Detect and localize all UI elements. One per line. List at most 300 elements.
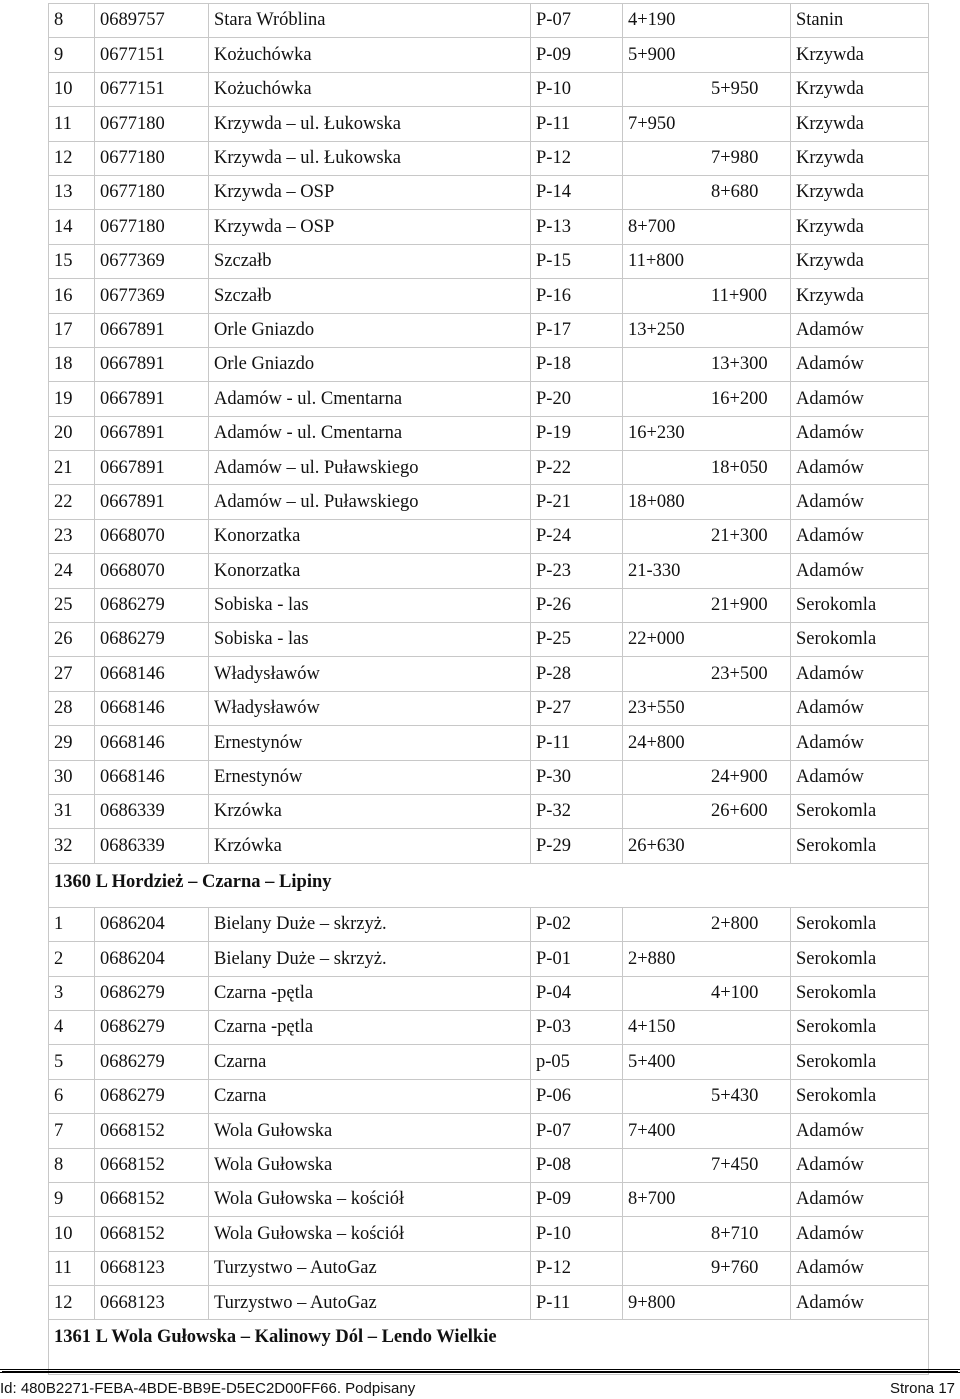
stop-id-cell: P-27 (531, 691, 623, 725)
kilometer-cell (623, 141, 791, 175)
kilometer-value: 11+800 (628, 251, 684, 272)
municipality-cell: Krzywda (791, 72, 929, 106)
locality-code-cell: 0686339 (95, 794, 209, 828)
stop-id-cell: P-25 (531, 623, 623, 657)
kilometer-cell (623, 451, 791, 485)
table-row (49, 1010, 929, 1044)
row-number-cell: 8 (49, 4, 95, 38)
kilometer-value: 2+800 (711, 914, 759, 935)
locality-code-cell: 0667891 (95, 347, 209, 381)
table-row (49, 4, 929, 38)
locality-code-cell: 0686204 (95, 942, 209, 976)
municipality-cell: Adamów (791, 382, 929, 416)
kilometer-cell (623, 907, 791, 941)
municipality-cell: Adamów (791, 657, 929, 691)
table-row (49, 279, 929, 313)
municipality-cell: Adamów (791, 1182, 929, 1216)
table-row (49, 1114, 929, 1148)
kilometer-value: 5+430 (711, 1086, 759, 1107)
kilometer-value: 26+600 (711, 801, 768, 822)
kilometer-value: 9+760 (711, 1258, 759, 1279)
row-number-cell: 12 (49, 1286, 95, 1320)
municipality-cell: Krzywda (791, 244, 929, 278)
municipality-cell: Krzywda (791, 107, 929, 141)
stop-id-cell: p-05 (531, 1045, 623, 1079)
kilometer-value: 16+230 (628, 423, 685, 444)
row-number-cell: 29 (49, 726, 95, 760)
municipality-cell: Krzywda (791, 141, 929, 175)
row-number-cell: 13 (49, 175, 95, 209)
stops-table (48, 3, 929, 1375)
kilometer-value: 26+630 (628, 835, 685, 856)
kilometer-value: 4+100 (711, 982, 759, 1003)
kilometer-value: 22+000 (628, 629, 685, 650)
stop-name-cell: Orle Gniazdo (209, 347, 531, 381)
stop-name-cell: Adamów – ul. Puławskiego (209, 451, 531, 485)
kilometer-value: 13+300 (711, 354, 768, 375)
stop-name-cell: Kożuchówka (209, 72, 531, 106)
kilometer-cell (623, 347, 791, 381)
locality-code-cell: 0677180 (95, 210, 209, 244)
row-number-cell: 4 (49, 1010, 95, 1044)
table-row (49, 1182, 929, 1216)
kilometer-cell (623, 588, 791, 622)
stop-name-cell: Kożuchówka (209, 38, 531, 72)
row-number-cell: 31 (49, 794, 95, 828)
locality-code-cell: 0686279 (95, 1045, 209, 1079)
kilometer-cell (623, 382, 791, 416)
kilometer-value: 13+250 (628, 319, 685, 340)
kilometer-cell (623, 976, 791, 1010)
stop-name-cell: Czarna (209, 1045, 531, 1079)
municipality-cell: Adamów (791, 1286, 929, 1320)
stop-id-cell: P-16 (531, 279, 623, 313)
locality-code-cell: 0677180 (95, 107, 209, 141)
municipality-cell: Adamów (791, 1251, 929, 1285)
kilometer-value: 21+900 (711, 595, 768, 616)
row-number-cell: 16 (49, 279, 95, 313)
municipality-cell: Krzywda (791, 38, 929, 72)
kilometer-value: 21-330 (628, 560, 681, 581)
stop-id-cell: P-26 (531, 588, 623, 622)
table-row (49, 1079, 929, 1113)
stop-id-cell: P-17 (531, 313, 623, 347)
municipality-cell: Adamów (791, 554, 929, 588)
table-row (49, 554, 929, 588)
locality-code-cell: 0689757 (95, 4, 209, 38)
row-number-cell: 5 (49, 1045, 95, 1079)
kilometer-cell (623, 1079, 791, 1113)
stop-id-cell: P-10 (531, 1217, 623, 1251)
row-number-cell: 15 (49, 244, 95, 278)
municipality-cell: Serokomla (791, 829, 929, 863)
table-row (49, 485, 929, 519)
stop-name-cell: Stara Wróblina (209, 4, 531, 38)
table-body-section-b (49, 907, 929, 1320)
row-number-cell: 19 (49, 382, 95, 416)
kilometer-cell (623, 1286, 791, 1320)
row-number-cell: 8 (49, 1148, 95, 1182)
municipality-cell: Serokomla (791, 942, 929, 976)
stop-name-cell: Turzystwo – AutoGaz (209, 1251, 531, 1285)
stop-id-cell: P-08 (531, 1148, 623, 1182)
locality-code-cell: 0686279 (95, 623, 209, 657)
municipality-cell: Adamów (791, 1217, 929, 1251)
stop-id-cell: P-21 (531, 485, 623, 519)
stop-id-cell: P-18 (531, 347, 623, 381)
stop-name-cell: Orle Gniazdo (209, 313, 531, 347)
footer-rule (0, 1369, 960, 1370)
document-id: Id: 480B2271-FEBA-4BDE-BB9E-D5EC2D00FF66. Podpisany (0, 1380, 416, 1397)
kilometer-value: 23+550 (628, 698, 685, 719)
row-number-cell: 17 (49, 313, 95, 347)
table-row (49, 1251, 929, 1285)
kilometer-cell (623, 519, 791, 553)
stop-name-cell: Sobiska - las (209, 588, 531, 622)
stop-id-cell: P-15 (531, 244, 623, 278)
municipality-cell: Adamów (791, 485, 929, 519)
kilometer-cell (623, 1217, 791, 1251)
kilometer-cell (623, 1182, 791, 1216)
row-number-cell: 12 (49, 141, 95, 175)
row-number-cell: 6 (49, 1079, 95, 1113)
kilometer-cell (623, 72, 791, 106)
stop-id-cell: P-23 (531, 554, 623, 588)
municipality-cell: Krzywda (791, 210, 929, 244)
stop-id-cell: P-30 (531, 760, 623, 794)
stop-id-cell: P-04 (531, 976, 623, 1010)
kilometer-value: 21+300 (711, 526, 768, 547)
kilometer-cell (623, 279, 791, 313)
stop-name-cell: Turzystwo – AutoGaz (209, 1286, 531, 1320)
row-number-cell: 1 (49, 907, 95, 941)
row-number-cell: 21 (49, 451, 95, 485)
table-row (49, 1148, 929, 1182)
row-number-cell: 28 (49, 691, 95, 725)
municipality-cell: Adamów (791, 416, 929, 450)
locality-code-cell: 0668070 (95, 554, 209, 588)
kilometer-value: 2+880 (628, 948, 676, 969)
municipality-cell: Adamów (791, 451, 929, 485)
stop-id-cell: P-12 (531, 1251, 623, 1285)
municipality-cell: Serokomla (791, 1045, 929, 1079)
municipality-cell: Adamów (791, 519, 929, 553)
stop-name-cell: Krzówka (209, 829, 531, 863)
locality-code-cell: 0668070 (95, 519, 209, 553)
municipality-cell: Serokomla (791, 794, 929, 828)
table-row (49, 829, 929, 863)
kilometer-value: 4+150 (628, 1017, 676, 1038)
kilometer-cell (623, 1010, 791, 1044)
municipality-cell: Serokomla (791, 623, 929, 657)
stop-name-cell: Adamów - ul. Cmentarna (209, 416, 531, 450)
table-row (49, 623, 929, 657)
table-row (49, 382, 929, 416)
row-number-cell: 30 (49, 760, 95, 794)
table-row (49, 244, 929, 278)
stop-name-cell: Wola Gułowska (209, 1148, 531, 1182)
row-number-cell: 22 (49, 485, 95, 519)
stop-name-cell: Konorzatka (209, 554, 531, 588)
table-section-header (49, 1320, 929, 1375)
table-row (49, 794, 929, 828)
locality-code-cell: 0668146 (95, 691, 209, 725)
municipality-cell: Krzywda (791, 175, 929, 209)
stop-name-cell: Adamów - ul. Cmentarna (209, 382, 531, 416)
table-row (49, 907, 929, 941)
kilometer-value: 8+680 (711, 182, 759, 203)
stop-id-cell: P-32 (531, 794, 623, 828)
stop-id-cell: P-01 (531, 942, 623, 976)
kilometer-value: 9+800 (628, 1292, 676, 1313)
row-number-cell: 11 (49, 107, 95, 141)
row-number-cell: 32 (49, 829, 95, 863)
stop-name-cell: Władysławów (209, 657, 531, 691)
row-number-cell: 2 (49, 942, 95, 976)
section-title-1361: 1361 L Wola Gułowska – Kalinowy Dól – Lendo Wielkie (49, 1320, 929, 1355)
kilometer-cell (623, 244, 791, 278)
kilometer-cell (623, 554, 791, 588)
kilometer-cell (623, 416, 791, 450)
row-number-cell: 9 (49, 38, 95, 72)
stop-id-cell: P-13 (531, 210, 623, 244)
table-row (49, 942, 929, 976)
row-number-cell: 3 (49, 976, 95, 1010)
municipality-cell: Stanin (791, 4, 929, 38)
row-number-cell: 10 (49, 72, 95, 106)
kilometer-cell (623, 760, 791, 794)
locality-code-cell: 0677151 (95, 72, 209, 106)
table-row (49, 313, 929, 347)
municipality-cell: Serokomla (791, 1010, 929, 1044)
municipality-cell: Krzywda (791, 279, 929, 313)
stop-id-cell: P-07 (531, 4, 623, 38)
kilometer-value: 23+500 (711, 663, 768, 684)
stop-name-cell: Ernestynów (209, 726, 531, 760)
stop-id-cell: P-11 (531, 726, 623, 760)
kilometer-cell (623, 691, 791, 725)
locality-code-cell: 0686279 (95, 588, 209, 622)
locality-code-cell: 0686204 (95, 907, 209, 941)
stop-name-cell: Krzywda – ul. Łukowska (209, 107, 531, 141)
table-row (49, 1286, 929, 1320)
row-number-cell: 10 (49, 1217, 95, 1251)
stop-id-cell: P-19 (531, 416, 623, 450)
locality-code-cell: 0668146 (95, 760, 209, 794)
kilometer-cell (623, 38, 791, 72)
kilometer-cell (623, 107, 791, 141)
kilometer-value: 7+950 (628, 113, 676, 134)
locality-code-cell: 0667891 (95, 416, 209, 450)
locality-code-cell: 0668152 (95, 1217, 209, 1251)
table-row (49, 760, 929, 794)
locality-code-cell: 0686279 (95, 1010, 209, 1044)
kilometer-cell (623, 1251, 791, 1285)
table-row (49, 976, 929, 1010)
municipality-cell: Adamów (791, 347, 929, 381)
table-row (49, 1045, 929, 1079)
stop-name-cell: Bielany Duże – skrzyż. (209, 942, 531, 976)
kilometer-cell (623, 942, 791, 976)
stop-name-cell: Czarna (209, 1079, 531, 1113)
kilometer-value: 18+050 (711, 457, 768, 478)
table-row (49, 588, 929, 622)
kilometer-value: 8+700 (628, 216, 676, 237)
kilometer-cell (623, 210, 791, 244)
page-footer (0, 1372, 960, 1399)
table-row (49, 347, 929, 381)
stop-id-cell: P-11 (531, 1286, 623, 1320)
municipality-cell: Adamów (791, 726, 929, 760)
row-number-cell: 18 (49, 347, 95, 381)
locality-code-cell: 0677180 (95, 141, 209, 175)
municipality-cell: Adamów (791, 1148, 929, 1182)
stop-name-cell: Krzywda – OSP (209, 175, 531, 209)
kilometer-cell (623, 175, 791, 209)
kilometer-cell (623, 1114, 791, 1148)
kilometer-cell (623, 1045, 791, 1079)
row-number-cell: 26 (49, 623, 95, 657)
row-number-cell: 24 (49, 554, 95, 588)
locality-code-cell: 0686279 (95, 976, 209, 1010)
kilometer-value: 11+900 (711, 285, 767, 306)
locality-code-cell: 0668152 (95, 1182, 209, 1216)
kilometer-value: 5+400 (628, 1051, 676, 1072)
kilometer-value: 7+450 (711, 1154, 759, 1175)
stop-name-cell: Ernestynów (209, 760, 531, 794)
table-row (49, 451, 929, 485)
kilometer-value: 8+700 (628, 1189, 676, 1210)
table-row (49, 691, 929, 725)
stop-id-cell: P-14 (531, 175, 623, 209)
kilometer-cell (623, 794, 791, 828)
kilometer-value: 7+400 (628, 1120, 676, 1141)
table-body-section-a (49, 4, 929, 864)
locality-code-cell: 0667891 (95, 382, 209, 416)
row-number-cell: 9 (49, 1182, 95, 1216)
locality-code-cell: 0677369 (95, 244, 209, 278)
stop-name-cell: Bielany Duże – skrzyż. (209, 907, 531, 941)
municipality-cell: Serokomla (791, 976, 929, 1010)
kilometer-value: 7+980 (711, 148, 759, 168)
municipality-cell: Adamów (791, 313, 929, 347)
page-number: Strona 17 (889, 1380, 955, 1397)
stop-name-cell: Czarna -pętla (209, 976, 531, 1010)
table-row (49, 657, 929, 691)
stop-id-cell: P-28 (531, 657, 623, 691)
municipality-cell: Adamów (791, 691, 929, 725)
municipality-cell: Serokomla (791, 588, 929, 622)
stop-name-cell: Adamów – ul. Puławskiego (209, 485, 531, 519)
kilometer-cell (623, 726, 791, 760)
table-row (49, 726, 929, 760)
kilometer-value: 5+900 (628, 44, 676, 65)
stop-id-cell: P-02 (531, 907, 623, 941)
stop-id-cell: P-11 (531, 107, 623, 141)
stop-name-cell: Czarna -pętla (209, 1010, 531, 1044)
kilometer-cell (623, 623, 791, 657)
stop-name-cell: Krzywda – ul. Łukowska (209, 141, 531, 175)
kilometer-cell (623, 485, 791, 519)
kilometer-cell (623, 313, 791, 347)
stop-id-cell: P-10 (531, 72, 623, 106)
kilometer-value: 18+080 (628, 491, 685, 512)
table-row (49, 141, 929, 175)
locality-code-cell: 0677151 (95, 38, 209, 72)
locality-code-cell: 0668146 (95, 657, 209, 691)
table-row (49, 175, 929, 209)
locality-code-cell: 0668152 (95, 1114, 209, 1148)
stop-id-cell: P-06 (531, 1079, 623, 1113)
table-row (49, 416, 929, 450)
stop-name-cell: Wola Gułowska – kościół (209, 1217, 531, 1251)
row-number-cell: 11 (49, 1251, 95, 1285)
row-number-cell: 14 (49, 210, 95, 244)
table-row (49, 1217, 929, 1251)
stop-name-cell: Sobiska - las (209, 623, 531, 657)
stop-id-cell: P-24 (531, 519, 623, 553)
table-row (49, 519, 929, 553)
locality-code-cell: 0668146 (95, 726, 209, 760)
municipality-cell: Adamów (791, 1114, 929, 1148)
table-row (49, 72, 929, 106)
stop-name-cell: Krzówka (209, 794, 531, 828)
kilometer-value: 5+950 (711, 79, 759, 100)
row-number-cell: 25 (49, 588, 95, 622)
kilometer-cell (623, 1148, 791, 1182)
locality-code-cell: 0677369 (95, 279, 209, 313)
locality-code-cell: 0667891 (95, 313, 209, 347)
locality-code-cell: 0677180 (95, 175, 209, 209)
locality-code-cell: 0686339 (95, 829, 209, 863)
section-title-1360: 1360 L Hordzież – Czarna – Lipiny (49, 863, 929, 901)
stop-name-cell: Wola Gułowska – kościół (209, 1182, 531, 1216)
kilometer-value: 24+900 (711, 767, 768, 788)
stop-id-cell: P-03 (531, 1010, 623, 1044)
stop-id-cell: P-09 (531, 1182, 623, 1216)
locality-code-cell: 0668123 (95, 1251, 209, 1285)
stop-id-cell: P-29 (531, 829, 623, 863)
locality-code-cell: 0668152 (95, 1148, 209, 1182)
row-number-cell: 20 (49, 416, 95, 450)
stop-name-cell: Szczałb (209, 279, 531, 313)
kilometer-cell (623, 829, 791, 863)
stop-id-cell: P-09 (531, 38, 623, 72)
row-number-cell: 7 (49, 1114, 95, 1148)
kilometer-value: 24+800 (628, 732, 685, 753)
municipality-cell: Serokomla (791, 907, 929, 941)
locality-code-cell: 0667891 (95, 485, 209, 519)
municipality-cell: Adamów (791, 760, 929, 794)
stop-id-cell: P-22 (531, 451, 623, 485)
locality-code-cell: 0686279 (95, 1079, 209, 1113)
kilometer-value: 16+200 (711, 388, 768, 409)
stop-id-cell: P-07 (531, 1114, 623, 1148)
stop-id-cell: P-20 (531, 382, 623, 416)
stop-id-cell: P-12 (531, 141, 623, 175)
kilometer-cell (623, 4, 791, 38)
stop-name-cell: Władysławów (209, 691, 531, 725)
municipality-cell: Serokomla (791, 1079, 929, 1113)
row-number-cell: 27 (49, 657, 95, 691)
locality-code-cell: 0667891 (95, 451, 209, 485)
kilometer-cell (623, 657, 791, 691)
stop-name-cell: Wola Gułowska (209, 1114, 531, 1148)
kilometer-value: 8+710 (711, 1223, 759, 1244)
kilometer-value: 4+190 (628, 10, 676, 31)
table-row (49, 210, 929, 244)
table-row (49, 38, 929, 72)
